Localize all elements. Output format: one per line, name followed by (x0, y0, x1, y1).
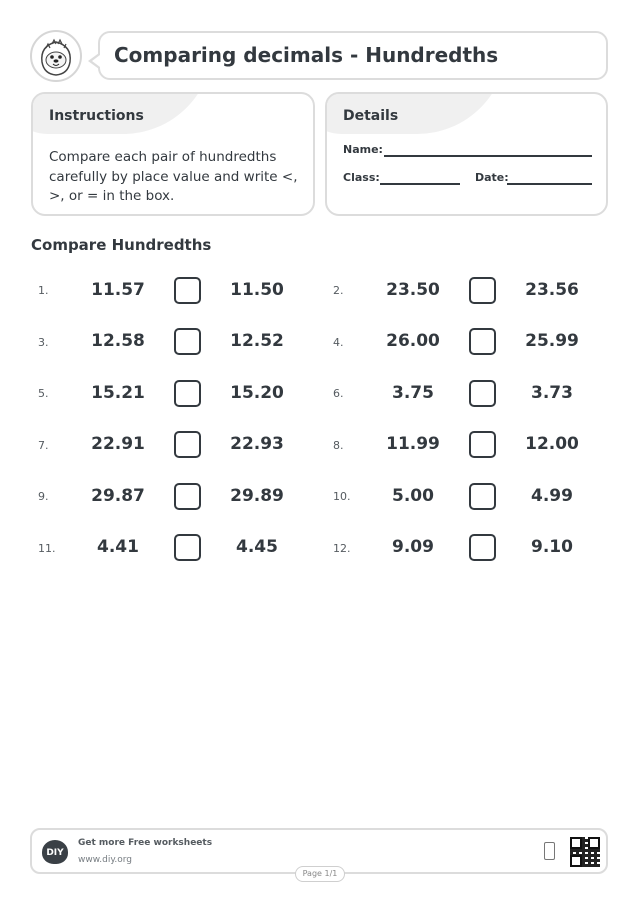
right-value: 15.20 (230, 383, 284, 403)
question-number: 5. (38, 387, 49, 400)
question-number: 3. (38, 336, 49, 349)
page-title: Comparing decimals - Hundredths (114, 43, 499, 67)
right-value: 4.45 (236, 537, 278, 557)
question-number: 1. (38, 284, 49, 297)
name-field[interactable] (384, 155, 592, 157)
right-value: 23.56 (525, 280, 579, 300)
class-label: Class: (343, 171, 380, 184)
question-number: 11. (38, 542, 56, 555)
diy-logo-icon: DIY (42, 840, 68, 864)
mascot-icon (30, 30, 82, 82)
left-value: 11.99 (386, 434, 440, 454)
answer-box[interactable] (469, 328, 496, 355)
details-panel (325, 92, 608, 216)
answer-box[interactable] (469, 534, 496, 561)
right-value: 12.52 (230, 331, 284, 351)
left-value: 29.87 (91, 486, 145, 506)
right-value: 4.99 (531, 486, 573, 506)
answer-box[interactable] (174, 483, 201, 510)
answer-box[interactable] (174, 277, 201, 304)
right-value: 29.89 (230, 486, 284, 506)
instructions-heading: Instructions (49, 108, 144, 124)
left-value: 12.58 (91, 331, 145, 351)
left-value: 11.57 (91, 280, 145, 300)
question-number: 8. (333, 439, 344, 452)
question-number: 9. (38, 490, 49, 503)
section-title: Compare Hundredths (31, 236, 212, 254)
question-number: 12. (333, 542, 351, 555)
answer-box[interactable] (174, 534, 201, 561)
details-heading: Details (343, 108, 399, 124)
answer-box[interactable] (469, 277, 496, 304)
left-value: 3.75 (392, 383, 434, 403)
right-value: 11.50 (230, 280, 284, 300)
instructions-panel (31, 92, 315, 216)
class-field[interactable] (380, 183, 460, 185)
question-number: 6. (333, 387, 344, 400)
answer-box[interactable] (174, 431, 201, 458)
question-number: 10. (333, 490, 351, 503)
left-value: 23.50 (386, 280, 440, 300)
question-number: 4. (333, 336, 344, 349)
page-indicator: Page 1/1 (295, 866, 345, 882)
left-value: 26.00 (386, 331, 440, 351)
right-value: 25.99 (525, 331, 579, 351)
footer-title: Get more Free worksheets (78, 838, 213, 848)
date-field[interactable] (507, 183, 592, 185)
left-value: 5.00 (392, 486, 434, 506)
qr-code-icon (570, 837, 600, 867)
phone-icon (544, 842, 555, 860)
right-value: 22.93 (230, 434, 284, 454)
footer-url-link[interactable]: www.diy.org (78, 855, 132, 865)
right-value: 3.73 (531, 383, 573, 403)
question-number: 7. (38, 439, 49, 452)
qr-corner (570, 837, 582, 849)
speech-bubble-tail-inner (92, 55, 100, 67)
right-value: 12.00 (525, 434, 579, 454)
answer-box[interactable] (469, 380, 496, 407)
left-value: 9.09 (392, 537, 434, 557)
answer-box[interactable] (174, 380, 201, 407)
date-label: Date: (475, 171, 509, 184)
question-number: 2. (333, 284, 344, 297)
instructions-text: Compare each pair of hundredths carefully by place value and write <, >, or = in the box. (49, 149, 298, 204)
title-banner (98, 31, 608, 80)
qr-corner (588, 837, 600, 849)
left-value: 22.91 (91, 434, 145, 454)
qr-corner (570, 855, 582, 867)
right-value: 9.10 (531, 537, 573, 557)
name-label: Name: (343, 143, 383, 156)
answer-box[interactable] (469, 431, 496, 458)
left-value: 15.21 (91, 383, 145, 403)
left-value: 4.41 (97, 537, 139, 557)
answer-box[interactable] (469, 483, 496, 510)
answer-box[interactable] (174, 328, 201, 355)
